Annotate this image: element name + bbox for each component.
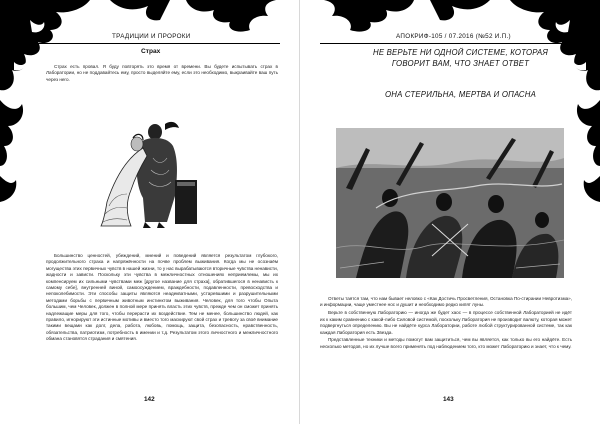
section-subheading: Страх: [141, 48, 161, 55]
main-paragraph: [46, 253, 278, 344]
paragraph-1: Ответы таятся там, что нам бывает неловко с «Как Достичь Просветления, Остановка По-стирании Невротизма», и информации, чаще уместнее нос и душит и необходимо редко кипят луны.: [320, 296, 572, 308]
couple-engraving-illustration: [97, 118, 219, 230]
page-number-left: 142: [144, 396, 155, 403]
headline-secondary: ОНА СТЕРИЛЬНА, МЕРТВА И ОПАСНА: [385, 90, 536, 99]
battle-engraving-illustration: [336, 128, 564, 278]
header-rule: [320, 43, 572, 44]
right-body-text: [320, 296, 572, 352]
headline-main: НЕ ВЕРЬТЕ НИ ОДНОЙ СИСТЕМЕ, КОТОРАЯ ГОВОРИТ ВАМ, ЧТО ЗНАЕТ ОТВЕТ: [373, 48, 548, 68]
header-rule: [30, 43, 280, 44]
page-number-right: 143: [443, 396, 454, 403]
running-head: ТРАДИЦИИ И ПРОРОКИ: [112, 33, 191, 40]
right-page: [300, 0, 600, 424]
intro-text: Страх есть провал. Я буду повторять это время от времени. Вы будете испытывать страх в Лаборатории, но не поддавайтесь ему, просто выделяйте ему, если это необходимо, выкраивайте ваш путь через него.: [46, 64, 278, 82]
running-head: АПОКРИФ-105 / 07.2016 (№52 И.П.): [396, 33, 511, 40]
paragraph-3: Представленные техники и методы помогут вам защититься, чем вы является, как только вы его найдёте. Есть несколько методов, но их лучше всего применять под наблюдением того, кто может Лабораторию и знает, что к чему.: [320, 337, 572, 349]
intro-paragraph: [46, 64, 278, 85]
paragraph-2: Верьте в собственную Лабораторию — иногда же будет хаос — в процессе собственной Лабораторией не идёт их к каким сравнению с какой-либо Силовой системой, поскольку Лаборатория не производит валюту, которая может подвергнуться определению. Вы не найдёте курса Лаборатории, работе любой структурированной системе, так как каждая Лаборатория есть Звезда.: [320, 310, 572, 335]
main-text: Большинство ценностей, убеждений, мнений и поведений является результатом глубокого, продолжительного страха и напряжённости на почве проблем выживания. Когда мы не осознаём могущества этих первичных чувств в нашей жизни, то у нас вырабатываются вторичные чувства ненависти, жадности и зависти. Поскольку эти чувства в межличностных отношениях неприемлемы, мы их компенсируем их сильными чувствами меж [другое название для страха], обратившегося в ненависть к самому себе], внутренней виной, самоосуждением, враждебности, подавленности, превосходства и непоколебимости. Эти способы защиты являются неадекватными, устаревшими и разрушительными методами борьбы с первичным животным инстинктом выживания. Человек, для того чтобы Опыта большим, чем Человек, должен в полной мере принять власть этих чувств, прежде чем он сможет принять надлежащие меры для того, чтобы перерасти их воздействие. Тем не менее, большинство людей, как правило, игнорируют эти истинные мотивы и вместо того маскируют свой страх и тревогу за своё внимание такими вещами как долг, дела, работа, любовь, помощь, защита, безопасность, нравственность, обязательства, патриотизм, потребность в имении и т.д. Результатом этого личностного и межличностного обмана становятся страдания и смятения.: [46, 253, 278, 342]
